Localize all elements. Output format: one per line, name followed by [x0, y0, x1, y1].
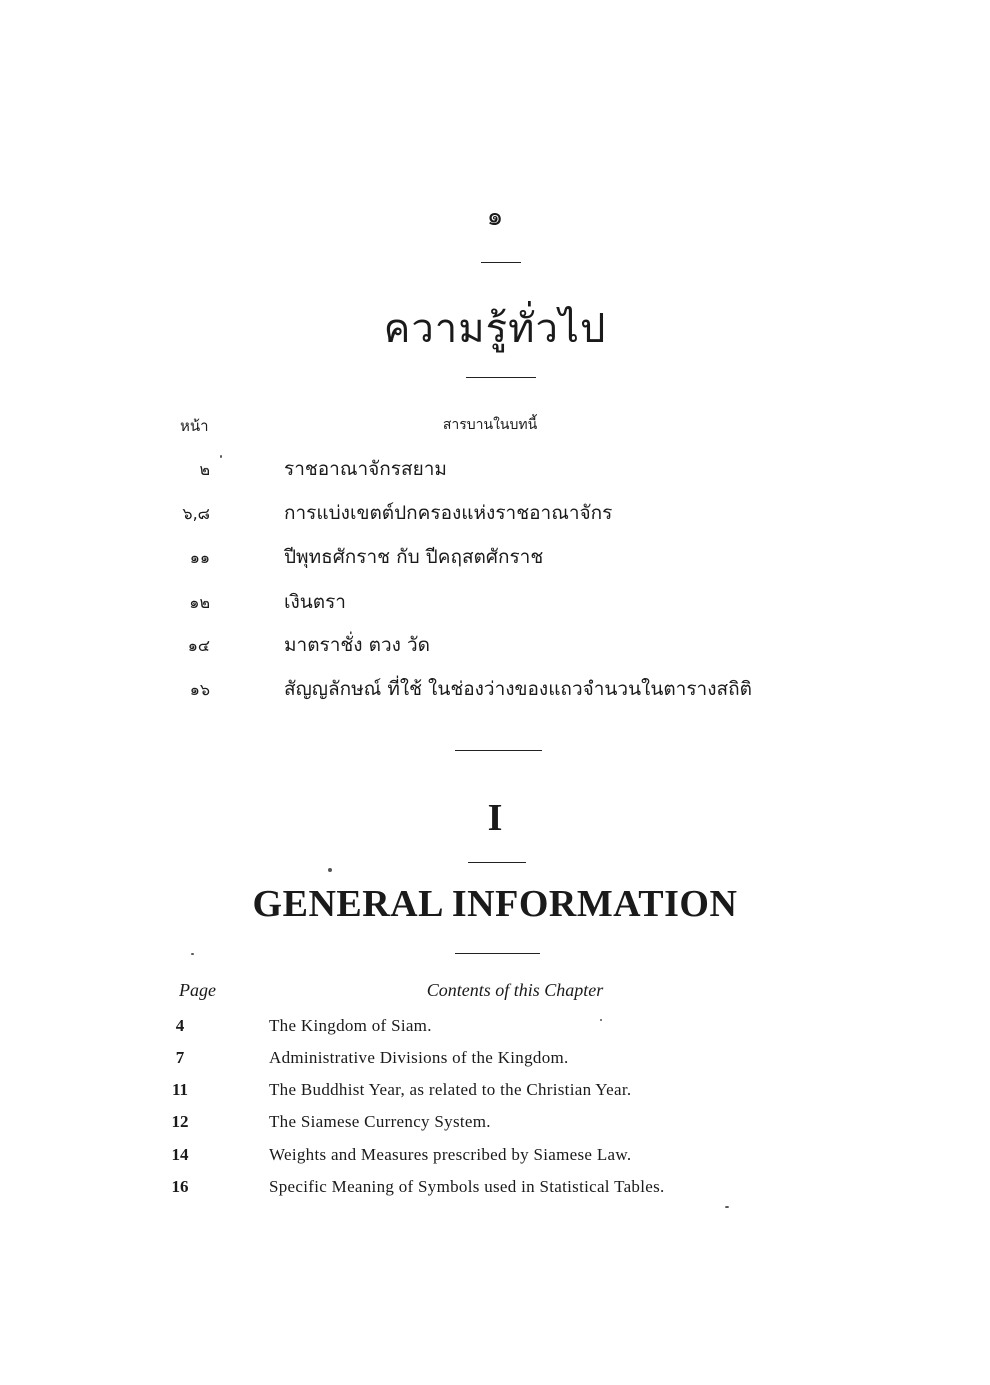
english-toc-title: Specific Meaning of Symbols used in Statistical Tables. [269, 1177, 665, 1196]
english-toc-title: The Siamese Currency System. [269, 1112, 491, 1131]
english-toc-page: 4 [175, 1016, 185, 1035]
rule-divider [455, 953, 540, 954]
thai-toc-page: ๑๑ [189, 548, 210, 567]
english-toc-row [0, 1044, 990, 1076]
english-chapter-title: GENERAL INFORMATION [252, 883, 738, 925]
thai-page-header: หน้า [180, 417, 209, 435]
english-toc-row [0, 1173, 990, 1205]
english-toc-row [0, 1108, 990, 1140]
scan-speck [328, 868, 332, 872]
rule-divider [455, 750, 542, 751]
scan-speck [220, 455, 222, 458]
rule-divider [468, 862, 526, 863]
thai-toc-row [0, 540, 990, 580]
rule-divider [466, 377, 536, 378]
english-chapter-number: I [487, 797, 503, 839]
thai-toc-page: ๑๔ [187, 636, 210, 655]
rule-divider [481, 262, 521, 263]
thai-toc-row [0, 452, 990, 492]
english-toc-page: 11 [171, 1080, 189, 1099]
english-toc-title: The Kingdom of Siam. [269, 1016, 432, 1035]
thai-toc-title: ปีพุทธศักราช กับ ปีคฤสตศักราช [284, 546, 544, 568]
thai-toc-title: สัญญลักษณ์ ที่ใช้ ในช่องว่างของแถวจำนวนในตารางสถิติ [284, 678, 752, 700]
english-toc-row [0, 1012, 990, 1044]
english-toc-title: Weights and Measures prescribed by Siamese Law. [269, 1145, 632, 1164]
thai-toc-title: ราชอาณาจักรสยาม [284, 458, 447, 480]
english-toc-title: Administrative Divisions of the Kingdom. [269, 1048, 569, 1067]
thai-toc-title: การแบ่งเขตต์ปกครองแห่งราชอาณาจักร [284, 502, 613, 524]
english-toc-row [0, 1076, 990, 1108]
english-toc-row [0, 1141, 990, 1173]
english-toc-page: 16 [171, 1177, 189, 1196]
thai-toc-title: มาตราชั่ง ตวง วัด [284, 634, 430, 656]
english-toc-page: 14 [171, 1145, 189, 1164]
thai-toc-row [0, 496, 990, 536]
thai-chapter-title: ความรู้ทั่วไป [383, 306, 607, 352]
scan-speck [725, 1206, 729, 1208]
thai-toc-page: ๑๖ [189, 680, 210, 699]
scan-speck [191, 953, 194, 955]
thai-toc-page: ๒ [199, 460, 210, 479]
english-contents-header: Contents of this Chapter [426, 980, 604, 1000]
english-page-header: Page [179, 980, 216, 1000]
thai-toc-row [0, 585, 990, 625]
thai-toc-row [0, 672, 990, 712]
thai-toc-title: เงินตรา [284, 591, 346, 613]
scan-speck [600, 1019, 602, 1021]
thai-toc-page: ๑๒ [189, 593, 210, 612]
english-toc-page: 12 [171, 1112, 189, 1131]
thai-contents-header: สารบานในบทนี้ [442, 417, 538, 433]
thai-toc-row [0, 628, 990, 668]
english-toc-page: 7 [175, 1048, 185, 1067]
thai-chapter-number: ๑ [486, 202, 504, 232]
thai-toc-page: ๖,๘ [182, 504, 210, 523]
english-toc-title: The Buddhist Year, as related to the Christian Year. [269, 1080, 632, 1099]
